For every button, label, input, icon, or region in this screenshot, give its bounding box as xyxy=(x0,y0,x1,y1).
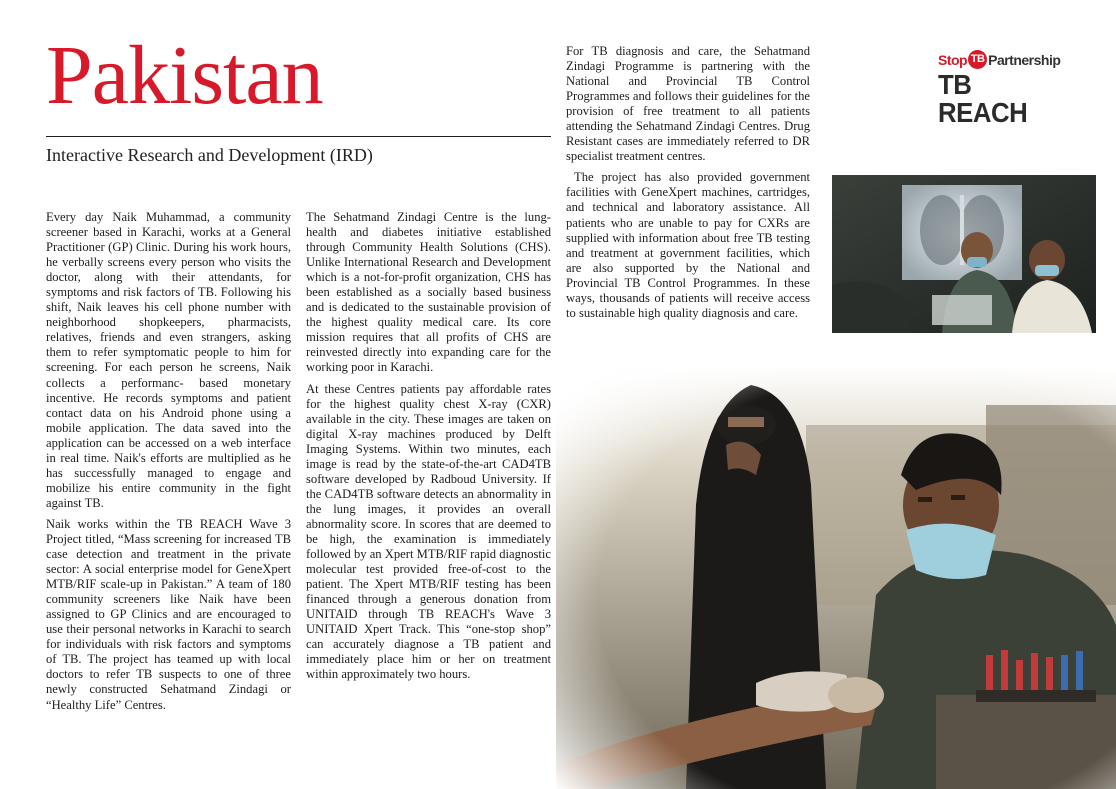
xray-review-photo xyxy=(832,175,1096,333)
paragraph: Every day Naik Muhammad, a community screener based in Karachi, works at a General Practitioner (GP) Clinic. During his work hours, he verbally screens every person who visits the doctor, along with their attendants, for symptoms and risk factors of TB. Following his shift, Naik leaves his cell phone number with neighborhood shopkeepers, pharmacists, relatives, friends and even strangers, asking them to refer symptomatic people to him for screening. For each person he screens, Naik collects a performanc- based monetary incentive. He records symptoms and patient contact data on his Android phone using a mobile application. The data saved into the application can be accessed on a web interface in real time. Naik's efforts are multiplied as he has successfully managed to engage and mobilize his entire community in the fight against TB. xyxy=(46,210,291,510)
paragraph: The Sehatmand Zindagi Centre is the lung-health and diabetes initiative established through Community Health Solutions (CHS). Unlike International Research and Development which is a not-for-profit organization, CHS has been established as a socially based business and is dedicated to the sustainable provision of the highest quality medical care. Its core mission requires that all profits of CHS are reinvested directly into expanding care for the working poor in Karachi. xyxy=(306,210,551,375)
logo-stop-text: Stop xyxy=(938,51,968,68)
page-subtitle: Interactive Research and Development (IRD) xyxy=(46,145,373,165)
paragraph: The project has also provided government facilities with GeneXpert machines, cartridges, and technical and laboratory assistance. All patients who are unable to pay for CXRs are supplied with information about free TB testing and treatment at government facilities, which are also supported by the National and Provincial TB Control Programmes. In these ways, thousands of patients will receive access to sustainable high quality diagnosis and care. xyxy=(566,170,810,320)
article-column-3 xyxy=(566,44,810,327)
article-column-1 xyxy=(46,210,291,719)
paragraph: At these Centres patients pay affordable rates for the highest quality chest X-ray (CXR) available in the city. These images are taken on digital X-ray machines produced by Delft Imaging Systems. Within two minutes, each image is read by the state-of-the-art CAD4TB software developed by Radboud University. If the CAD4TB software detects an abnormality in the lung images, it provides an overall abnormality score. In scores that are deemed to be high, the examination is immediately followed by an Xpert MTB/RIF rapid diagnostic molecular test provided free-of-cost to the patient. The Xpert MTB/RIF testing has been financed through a generous donation from UNITAID through TB REACH's Wave 3 UNITAID Xpert Track. This “one-stop shop” can accurately diagnose a TB patient and immediately place him or her on treatment within approximately two hours. xyxy=(306,381,551,682)
logo-program-text: TB REACH xyxy=(938,69,1028,128)
article-column-2 xyxy=(306,210,551,688)
title-divider xyxy=(46,136,551,137)
paragraph: For TB diagnosis and care, the Sehatmand Zindagi Programme is partnering with the National and Provincial TB Control Programmes and follows their guidelines for the provision of free treatment to all patients attending the Sehatmand Zindagi Centres. Drug Resistant cases are immediately referred to DR specialist treatment centres. xyxy=(566,44,810,164)
logo-partnership-text: Partnership xyxy=(988,51,1061,68)
logo-tb-circle: TB xyxy=(968,50,987,69)
page-title: Pakistan xyxy=(46,29,323,122)
sample-collection-photo xyxy=(556,365,1116,789)
stop-tb-partnership-logo xyxy=(938,50,1068,128)
paragraph: Naik works within the TB REACH Wave 3 Project titled, “Mass screening for increased TB case detection and treatment in the private sector: A social enterprise model for GeneXpert MTB/RIF scale-up in Pakistan.” A team of 180 community screeners like Naik have been assigned to GP Clinics and are encouraged to use their personal networks in Karachi to search for individuals with risk factors and symptoms of TB. The project has teamed up with local doctors to refer TB suspects to one of three newly constructed Sehatmand Zindagi or “Healthy Life” Centres. xyxy=(46,516,291,712)
